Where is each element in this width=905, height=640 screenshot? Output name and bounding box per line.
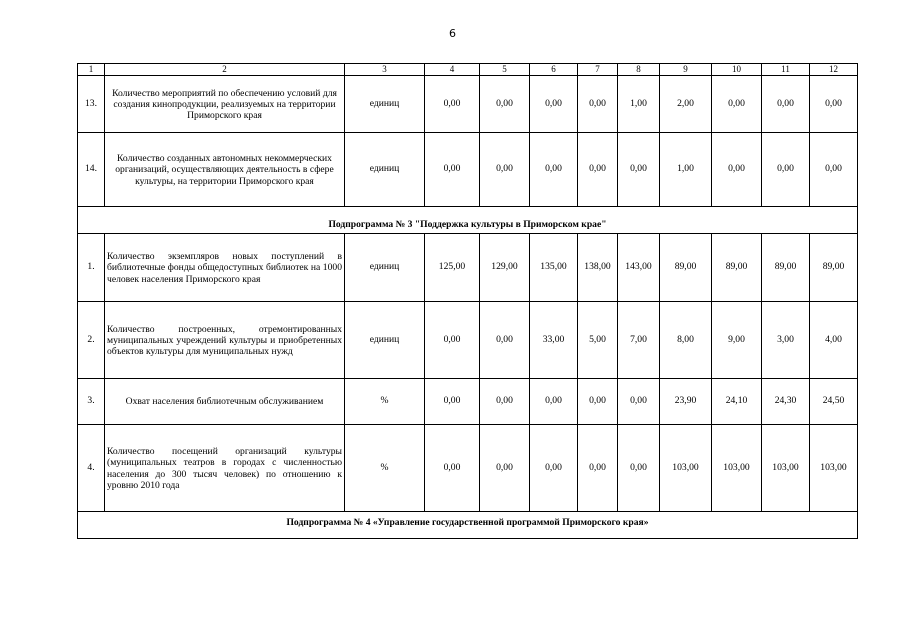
value-cell: 0,00 — [425, 424, 480, 511]
value-cell: 0,00 — [578, 75, 618, 132]
indicator-name: Количество мероприятий по обеспечению условий для создания кинопродукции, реализуемых на территории Приморского края — [105, 75, 345, 132]
indicator-name: Охват населения библиотечным обслуживанием — [105, 378, 345, 424]
indicator-name: Количество построенных, отремонтированных муниципальных учреждений культуры и приобретенных объектов культуры для муниципальных нужд — [105, 301, 345, 378]
value-cell: 24,30 — [762, 378, 810, 424]
indicator-name: Количество экземпляров новых поступлений в библиотечные фонды общедоступных библиотек на 1000 человек населения Приморского края — [105, 233, 345, 301]
value-cell: 0,00 — [425, 132, 480, 206]
value-cell: 0,00 — [425, 378, 480, 424]
indicators-table — [77, 63, 858, 539]
row-number: 2. — [78, 301, 105, 378]
value-cell: 4,00 — [810, 301, 858, 378]
value-cell: 89,00 — [762, 233, 810, 301]
row-number: 1. — [78, 233, 105, 301]
table-row — [78, 378, 858, 424]
column-number: 1 — [78, 64, 105, 76]
value-cell: 89,00 — [712, 233, 762, 301]
value-cell: 135,00 — [530, 233, 578, 301]
value-cell: 0,00 — [530, 378, 578, 424]
value-cell: 0,00 — [480, 75, 530, 132]
row-number: 13. — [78, 75, 105, 132]
value-cell: 103,00 — [762, 424, 810, 511]
value-cell: 89,00 — [660, 233, 712, 301]
value-cell: 0,00 — [530, 132, 578, 206]
value-cell: 0,00 — [618, 424, 660, 511]
value-cell: 0,00 — [480, 424, 530, 511]
column-number: 5 — [480, 64, 530, 76]
value-cell: 103,00 — [712, 424, 762, 511]
table-row — [78, 132, 858, 206]
indicator-name: Количество созданных автономных некоммерческих организаций, осуществляющих деятельность в сфере культуры, на территории Приморского края — [105, 132, 345, 206]
value-cell: 103,00 — [810, 424, 858, 511]
unit-cell: % — [345, 378, 425, 424]
section-row — [78, 206, 858, 233]
section-title: Подпрограмма № 4 «Управление государственной программой Приморского края» — [78, 511, 858, 538]
value-cell: 0,00 — [480, 301, 530, 378]
unit-cell: единиц — [345, 233, 425, 301]
value-cell: 5,00 — [578, 301, 618, 378]
table-row — [78, 233, 858, 301]
value-cell: 0,00 — [530, 75, 578, 132]
column-number: 6 — [530, 64, 578, 76]
value-cell: 125,00 — [425, 233, 480, 301]
column-number: 12 — [810, 64, 858, 76]
value-cell: 0,00 — [810, 75, 858, 132]
value-cell: 0,00 — [530, 424, 578, 511]
value-cell: 138,00 — [578, 233, 618, 301]
column-number: 4 — [425, 64, 480, 76]
column-number: 7 — [578, 64, 618, 76]
section-row — [78, 511, 858, 538]
value-cell: 0,00 — [712, 132, 762, 206]
value-cell: 0,00 — [578, 424, 618, 511]
table-row — [78, 75, 858, 132]
column-number: 9 — [660, 64, 712, 76]
column-number: 8 — [618, 64, 660, 76]
value-cell: 3,00 — [762, 301, 810, 378]
value-cell: 0,00 — [425, 301, 480, 378]
value-cell: 7,00 — [618, 301, 660, 378]
indicator-name: Количество посещений организаций культуры (муниципальных театров в городах с численностью населения до 300 тысяч человек) по отношению к уровню 2010 года — [105, 424, 345, 511]
value-cell: 9,00 — [712, 301, 762, 378]
value-cell: 0,00 — [480, 378, 530, 424]
value-cell: 1,00 — [618, 75, 660, 132]
value-cell: 24,10 — [712, 378, 762, 424]
value-cell: 0,00 — [712, 75, 762, 132]
value-cell: 0,00 — [618, 132, 660, 206]
value-cell: 23,90 — [660, 378, 712, 424]
unit-cell: единиц — [345, 301, 425, 378]
value-cell: 33,00 — [530, 301, 578, 378]
column-number: 11 — [762, 64, 810, 76]
unit-cell: % — [345, 424, 425, 511]
value-cell: 0,00 — [618, 378, 660, 424]
value-cell: 2,00 — [660, 75, 712, 132]
value-cell: 129,00 — [480, 233, 530, 301]
value-cell: 0,00 — [762, 132, 810, 206]
value-cell: 0,00 — [762, 75, 810, 132]
column-number: 2 — [105, 64, 345, 76]
table-row — [78, 301, 858, 378]
value-cell: 24,50 — [810, 378, 858, 424]
value-cell: 103,00 — [660, 424, 712, 511]
value-cell: 0,00 — [578, 378, 618, 424]
value-cell: 0,00 — [480, 132, 530, 206]
row-number: 14. — [78, 132, 105, 206]
page-number: 6 — [449, 27, 456, 40]
value-cell: 89,00 — [810, 233, 858, 301]
column-number: 10 — [712, 64, 762, 76]
row-number: 3. — [78, 378, 105, 424]
value-cell: 143,00 — [618, 233, 660, 301]
unit-cell: единиц — [345, 132, 425, 206]
row-number: 4. — [78, 424, 105, 511]
value-cell: 0,00 — [810, 132, 858, 206]
value-cell: 0,00 — [425, 75, 480, 132]
value-cell: 1,00 — [660, 132, 712, 206]
section-title: Подпрограмма № 3 "Поддержка культуры в Приморском крае" — [78, 206, 858, 233]
value-cell: 0,00 — [578, 132, 618, 206]
table-row — [78, 424, 858, 511]
column-number-row — [78, 64, 858, 76]
column-number: 3 — [345, 64, 425, 76]
unit-cell: единиц — [345, 75, 425, 132]
value-cell: 8,00 — [660, 301, 712, 378]
